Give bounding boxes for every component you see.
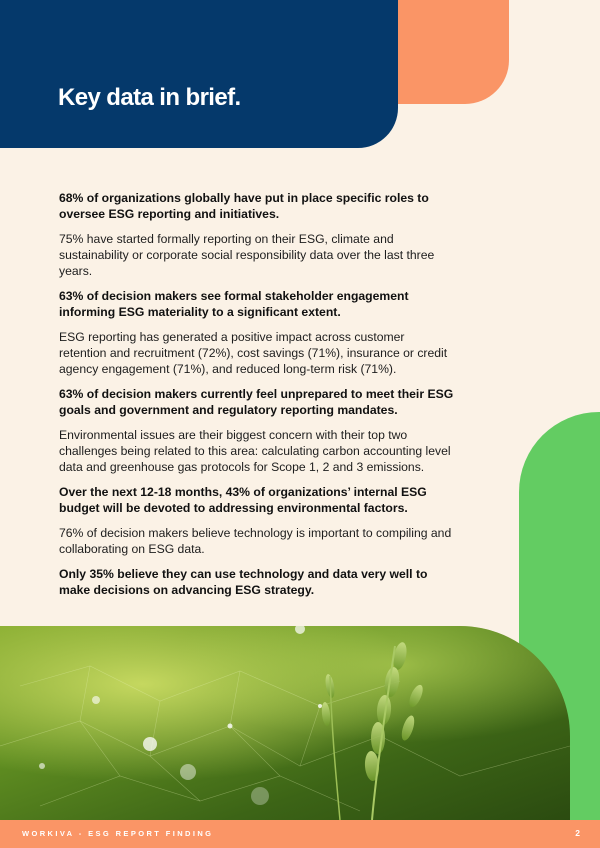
finding-paragraph: Over the next 12-18 months, 43% of organizations’ internal ESG budget will be devoted to addressing environmental factors. — [59, 485, 427, 515]
header-banner — [0, 0, 398, 148]
footer-label: WORKIVA - ESG REPORT FINDING — [22, 829, 214, 838]
finding-paragraph: 75% have started formally reporting on their ESG, climate and sustainability or corporate social responsibility data over the last three years. — [59, 232, 435, 278]
finding-paragraph: ESG reporting has generated a positive impact across customer retention and recruitment (72%), cost savings (71%), insurance or credit agency engagement (71%), and reduced long-term risk (71%). — [59, 330, 448, 376]
footer-bar — [0, 820, 600, 848]
finding-paragraph: 63% of decision makers see formal stakeholder engagement informing ESG materiality to a significant extent. — [59, 289, 409, 319]
findings-list — [59, 190, 454, 607]
finding-paragraph: 63% of decision makers currently feel unprepared to meet their ESG goals and government and regulatory reporting mandates. — [59, 387, 454, 417]
finding-paragraph: 68% of organizations globally have put in place specific roles to oversee ESG reporting and initiatives. — [59, 191, 429, 221]
finding-paragraph: Environmental issues are their biggest concern with their top two challenges being related to this area: calculating carbon accounting level data and greenhouse gas protocols for Scope 1, 2 and 3 emissions. — [59, 428, 451, 474]
finding-paragraph: Only 35% believe they can use technology and data very well to make decisions on advancing ESG strategy. — [59, 567, 428, 597]
nature-photo — [0, 626, 570, 820]
page-number: 2 — [575, 828, 580, 838]
page-title: Key data in brief. — [58, 84, 241, 111]
finding-paragraph: 76% of decision makers believe technology is important to compiling and collaborating on ESG data. — [59, 526, 452, 556]
